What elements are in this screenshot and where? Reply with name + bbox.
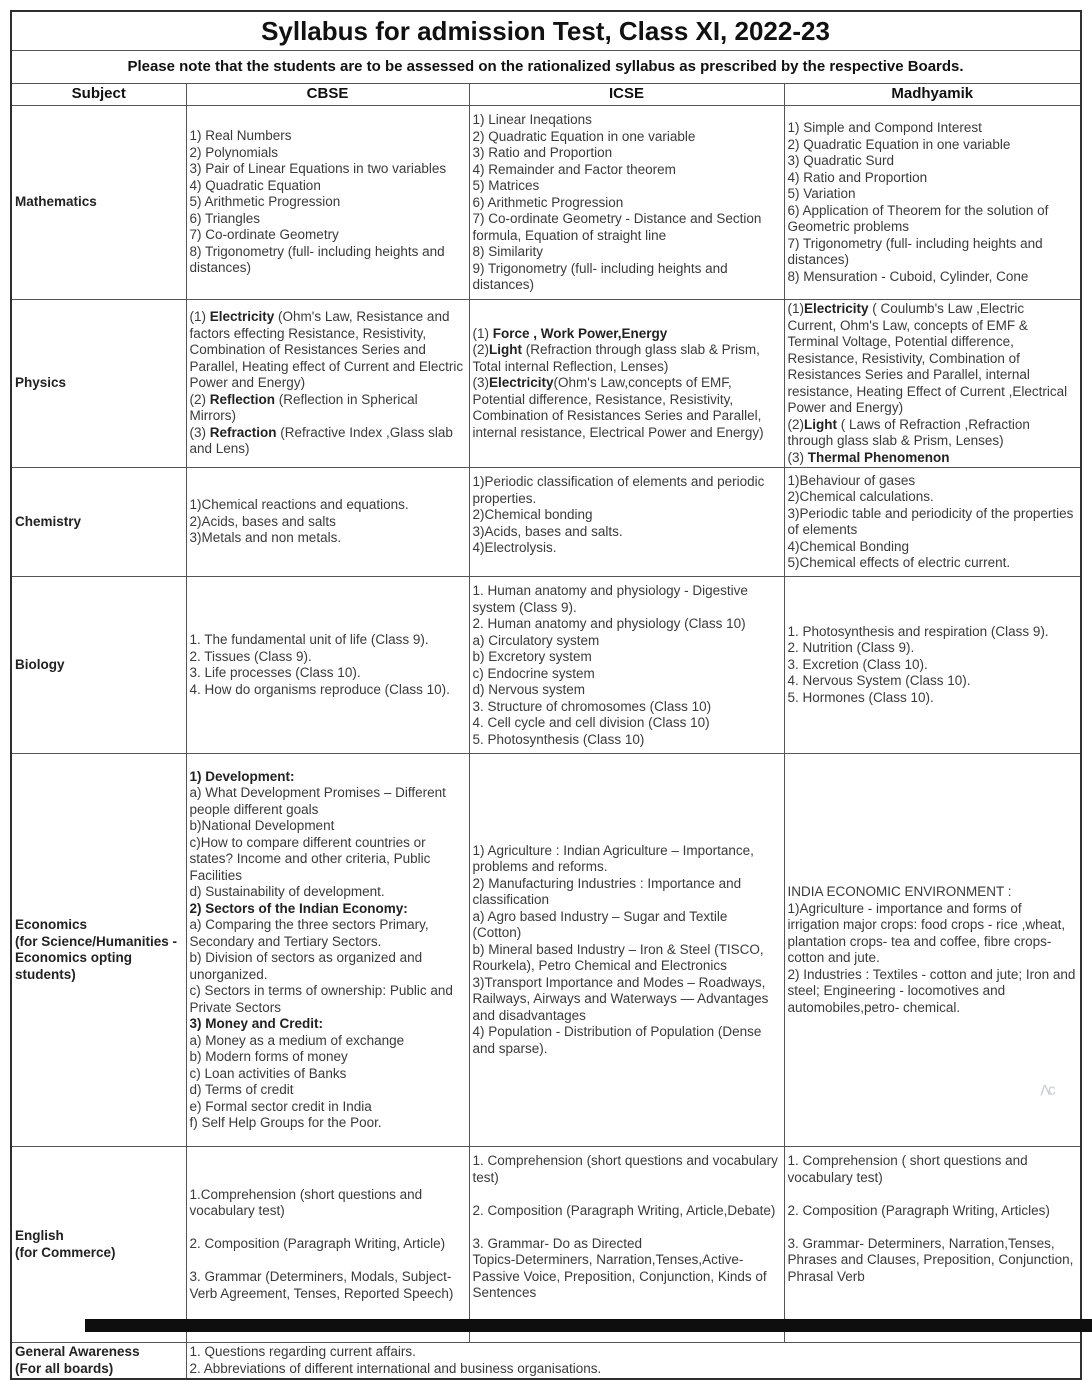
bottom-bar [85,1319,1092,1332]
chemistry-icse-cell: 1)Periodic classification of elements and periodic properties. 2)Chemical bonding 3)Acids, bases and salts. 4)Electrolysis. [469,468,784,577]
table-row-physics [11,300,1081,468]
chemistry-madhyamik-cell: 1)Behaviour of gases 2)Chemical calculations. 3)Periodic table and periodicity of the properties of elements 4)Chemical Bonding 5)Chemical effects of electric current. [784,468,1081,577]
table-row-biology [11,577,1081,754]
subject-cell-biology: Biology [11,577,186,754]
page-title: Syllabus for admission Test, Class XI, 2022-23 [11,11,1081,51]
general-awareness-all-boards-cell: 1. Questions regarding current affairs. 2. Abbreviations of different international and business organisations. [186,1343,1081,1380]
subject-cell-economics: Economics (for Science/Humanities - Economics opting students) [11,754,186,1147]
subject-cell-chemistry: Chemistry [11,468,186,577]
subject-cell-english: English (for Commerce) [11,1147,186,1343]
english-madhyamik-cell: 1. Comprehension ( short questions and vocabulary test) 2. Composition (Paragraph Writing, Articles) 3. Grammar- Determiners, Narration,Tenses, Phrases and Clauses, Preposition, Conjunction, Phrasal Verb [784,1147,1081,1343]
physics-icse-cell: (1) Force , Work Power,Energy (2)Light (Refraction through glass slab & Prism, Total internal Reflection, Lenses) (3)Electricity(Ohm's Law,concepts of EMF, Potential difference, Resistance, Resistivity, Combination of Resistances Series and Parallel, internal resistance, Electrical Power and Energy) [469,300,784,468]
biology-madhyamik-cell: 1. Photosynthesis and respiration (Class 9). 2. Nutrition (Class 9). 3. Excretion (Class 10). 4. Nervous System (Class 10). 5. Hormones (Class 10). [784,577,1081,754]
syllabus-table [10,10,1082,1380]
scan-artifact: Λc [1039,1081,1055,1100]
subject-cell-general-awareness: General Awareness (For all boards) [11,1343,186,1380]
title-row [11,11,1081,51]
economics-madhyamik-cell: INDIA ECONOMIC ENVIRONMENT : 1)Agriculture - importance and forms of irrigation major crops: food crops - rice ,wheat, plantation crops- tea and coffee, fibre crops- cotton and jute. 2) Industries : Textiles - cotton and jute; Iron and steel; Engineering - locomotives and automobiles,petro- chemical. [784,754,1081,1147]
table-row-english [11,1147,1081,1343]
subject-cell-mathematics: Mathematics [11,106,186,300]
english-cbse-cell: 1.Comprehension (short questions and vocabulary test) 2. Composition (Paragraph Writing, Article) 3. Grammar (Determiners, Modals, Subject-Verb Agreement, Tenses, Reported Speech) [186,1147,469,1343]
biology-icse-cell: 1. Human anatomy and physiology - Digestive system (Class 9). 2. Human anatomy and physiology (Class 10) a) Circulatory system b) Excretory system c) Endocrine system d) Nervous system 3. Structure of chromosomes (Class 10) 4. Cell cycle and cell division (Class 10) 5. Photosynthesis (Class 10) [469,577,784,754]
table-row-chemistry [11,468,1081,577]
col-header-icse: ICSE [469,84,784,106]
mathematics-madhyamik-cell: 1) Simple and Compond Interest 2) Quadratic Equation in one variable 3) Quadratic Surd 4) Ratio and Proportion 5) Variation 6) Application of Theorem for the solution of Geometric problems 7) Trigonometry (full- including heights and distances) 8) Mensuration - Cuboid, Cylinder, Cone [784,106,1081,300]
mathematics-icse-cell: 1) Linear Ineqations 2) Quadratic Equation in one variable 3) Ratio and Proportion 4) Remainder and Factor theorem 5) Matrices 6) Arithmetic Progression 7) Co-ordinate Geometry - Distance and Section formula, Equation of straight line 8) Similarity 9) Trigonometry (full- including heights and distances) [469,106,784,300]
english-icse-cell: 1. Comprehension (short questions and vocabulary test) 2. Composition (Paragraph Writing, Article,Debate) 3. Grammar- Do as Directed Topics-Determiners, Narration,Tenses,Active-Passive Voice, Preposition, Conjunction, Kinds of Sentences [469,1147,784,1343]
physics-cbse-cell: (1) Electricity (Ohm's Law, Resistance and factors effecting Resistance, Resistivity, Combination of Resistances Series and Parallel, Heating effect of Current and Electric Power and Energy) (2) Reflection (Reflection in Spherical Mirrors) (3) Refraction (Refractive Index ,Glass slab and Lens) [186,300,469,468]
physics-madhyamik-cell: (1)Electricity ( Coulumb's Law ,Electric Current, Ohm's Law, concepts of EMF & Terminal Voltage, Potential difference, Resistance, Resistivity, Combination of Resistances Series and Parallel, internal resistance, Heating Effect of Current ,Electrical Power and Energy) (2)Light ( Laws of Refraction ,Refraction through glass slab & Prism, Lenses) (3) Thermal Phenomenon [784,300,1081,468]
subject-cell-physics: Physics [11,300,186,468]
header-row [11,84,1081,106]
mathematics-cbse-cell: 1) Real Numbers 2) Polynomials 3) Pair of Linear Equations in two variables 4) Quadratic Equation 5) Arithmetic Progression 6) Triangles 7) Co-ordinate Geometry 8) Trigonometry (full- including heights and distances) [186,106,469,300]
col-header-subject: Subject [11,84,186,106]
note-row [11,51,1081,84]
table-row-general-awareness [11,1343,1081,1380]
table-row-mathematics [11,106,1081,300]
document-page [10,10,1080,1380]
col-header-cbse: CBSE [186,84,469,106]
biology-cbse-cell: 1. The fundamental unit of life (Class 9). 2. Tissues (Class 9). 3. Life processes (Class 10). 4. How do organisms reproduce (Class 10). [186,577,469,754]
col-header-madhyamik: Madhyamik [784,84,1081,106]
chemistry-cbse-cell: 1)Chemical reactions and equations. 2)Acids, bases and salts 3)Metals and non metals. [186,468,469,577]
economics-icse-cell: 1) Agriculture : Indian Agriculture – Importance, problems and reforms. 2) Manufacturing Industries : Importance and classification a) Agro based Industry – Sugar and Textile (Cotton) b) Mineral based Industry – Iron & Steel (TISCO, Rourkela), Petro Chemical and Electronics 3)Transport Importance and Modes – Roadways, Railways, Airways and Waterways — Advantages and disadvantages 4) Population - Distribution of Population (Dense and sparse). [469,754,784,1147]
economics-cbse-cell: 1) Development: a) What Development Promises – Different people different goals b)National Development c)How to compare different countries or states? Income and other criteria, Public Facilities d) Sustainability of development. 2) Sectors of the Indian Economy: a) Comparing the three sectors Primary, Secondary and Tertiary Sectors. b) Division of sectors as organized and unorganized. c) Sectors in terms of ownership: Public and Private Sectors 3) Money and Credit: a) Money as a medium of exchange b) Modern forms of money c) Loan activities of Banks d) Terms of credit e) Formal sector credit in India f) Self Help Groups for the Poor. [186,754,469,1147]
note-banner: Please note that the students are to be assessed on the rationalized syllabus as prescribed by the respective Boards. [11,51,1081,84]
table-row-economics [11,754,1081,1147]
